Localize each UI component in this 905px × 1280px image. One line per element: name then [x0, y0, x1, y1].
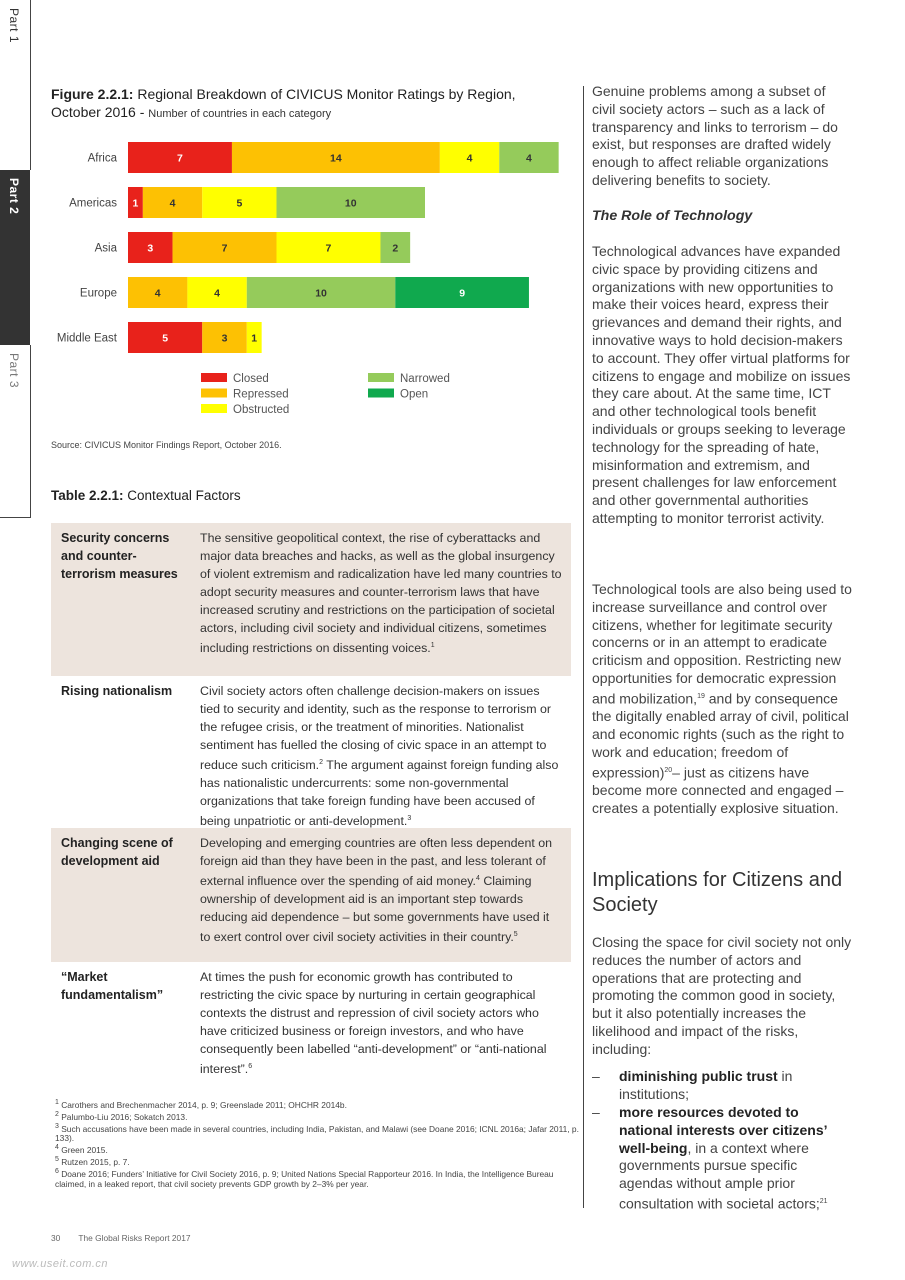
footnote: $^1$ Carothers and Brechenmacher 2014, p. 9; Greenslade 2011; OHCHR 2014b.	[55, 1099, 347, 1110]
legend-swatch	[201, 404, 227, 413]
data-label: 4	[169, 197, 176, 210]
data-label: 7	[177, 152, 183, 165]
table-row-key: Security concerns and counter-terrorism measures	[61, 531, 178, 581]
category-label: Asia	[94, 242, 117, 255]
data-label: 5	[236, 197, 243, 210]
data-label: 2	[392, 242, 399, 255]
section-heading-technology: The Role of Technology	[592, 208, 753, 224]
table-row-key: Changing scene of development aid	[61, 836, 173, 868]
stacked-bar-chart	[40, 135, 580, 425]
category-label: Americas	[69, 197, 117, 210]
paragraph: Technological tools are also being used to increase surveillance and control over citizens, whether for legitimate security concerns or in an attempt to eradicate criticism and opposition. Restricting new opportunities for democratic expression and mobilization,$^{19}$ and by consequence the digitally enabled array of civil, political and economic rights (such as the right to work and education; freedom of expression)$^{20}$– just as citizens have become more connected and engaged – creates a potentially explosive situation.	[592, 581, 852, 816]
tab-part-3[interactable]	[0, 345, 31, 518]
tab-part-2-label: Part 2	[7, 178, 21, 215]
table-row-key: “Market fundamentalism”	[61, 970, 164, 1002]
footnote: $^3$ Such accusations have been made in several countries, including India, Pakistan, and Malawi (see Doane 2016; ICNL 2016a; Jafar 2011, p. 133).	[55, 1122, 579, 1144]
paragraph: Closing the space for civil society not only reduces the number of actors and operations that are protecting and promoting the common good in society, but it also potentially increases the likelihood and impact of the risks, including:	[592, 934, 852, 1057]
data-label: 3	[221, 332, 228, 345]
legend-swatch	[201, 389, 227, 398]
legend-swatch	[368, 373, 394, 382]
legend-label: Repressed	[233, 388, 289, 401]
figure-source: Source: CIVICUS Monitor Findings Report, October 2016.	[51, 440, 282, 450]
figure-title-dash: -	[135, 104, 149, 120]
figure-title-main: Regional Breakdown of CIVICUS Monitor Ratings by Region, October 2016	[51, 86, 516, 120]
data-label: 4	[154, 287, 161, 300]
footnote: $^2$ Palumbo-Liu 2016; Sokatch 2013.	[55, 1110, 188, 1122]
table-row-key: Rising nationalism	[61, 684, 173, 698]
legend-label: Closed	[233, 373, 269, 385]
legend-label: Narrowed	[400, 373, 450, 385]
tab-part-3-label: Part 3	[7, 353, 21, 389]
data-label: 9	[459, 287, 466, 300]
category-label: Africa	[87, 152, 117, 165]
data-label: 7	[221, 242, 228, 255]
figure-subtitle: Number of countries in each category	[148, 108, 332, 120]
section-heading-implications: Implications for Citizens and Society	[592, 869, 843, 916]
category-label: Middle East	[56, 332, 117, 345]
table-row-text: Developing and emerging countries are often less dependent on foreign aid than they have been in the past, and less tolerant of external influence over the spending of aid money.$^4$ Claiming ownership of development aid is an important step towards reducing aid dependence – but some governments have used it to exert control over civil society activities in their country.$^5$	[200, 836, 552, 945]
table-row-text: Civil society actors often challenge decision-makers on issues tied to security and identity, such as the response to terrorism or the refugee crisis, or the treatment of minorities. Nationalist sentiment has fuelled the closing of civic space in an attempt to reduce such criticism.$^2$ The argument against foreign funding also has nationalistic undercurrents: some non-governmental organizations that take foreign funding have been accused of being unpatriotic or anti-development.$^3$	[200, 684, 559, 829]
tab-part-1-label: Part 1	[7, 8, 21, 44]
footnote: $^4$ Green 2015.	[55, 1144, 108, 1156]
table-row-nationalism	[51, 676, 571, 828]
data-label: 1	[251, 332, 258, 345]
watermark: www.useit.com.cn	[12, 1258, 109, 1270]
footnotes	[55, 1098, 580, 1189]
figure-title	[51, 85, 551, 123]
page-footer	[51, 1233, 191, 1243]
data-label: 14	[330, 152, 342, 165]
report-name: The Global Risks Report 2017	[78, 1233, 191, 1243]
data-label: 10	[344, 197, 357, 210]
table-row-text: At times the push for economic growth has contributed to restricting the civic space by nurturing in certain geographical contexts the distrust and repression of civil society actors who have criticized business or foreign investors, and who have consequently been labelled “anti-development” or “anti-national interest”.$^6$	[200, 970, 547, 1077]
tab-part-1[interactable]	[0, 0, 31, 170]
table-row-text: The sensitive geopolitical context, the rise of cyberattacks and major data breaches and hacks, as well as the global insurgency of violent extremism and radicalization have led many countries to adopt security measures and counter-terrorism laws that have increased scrutiny and restrictions on the participation of societal actors, including civil society and individual citizens, sometimes including restrictions on dissenting voices.$^1$	[200, 531, 562, 656]
figure-label: Figure 2.2.1:	[51, 86, 134, 102]
data-label: 7	[325, 242, 332, 255]
table-title	[51, 488, 241, 503]
data-label: 4	[214, 287, 221, 300]
footnote: $^5$ Rutzen 2015, p. 7.	[55, 1156, 130, 1167]
data-label: 3	[147, 242, 154, 255]
legend-label: Obstructed	[233, 404, 290, 416]
footnote: $^6$ Doane 2016; Funders’ Initiative for Civil Society 2016, p. 9; United Nations Special Rapporteur 2016. In India, the Intelligence Bureau claimed, in a leaked report, that civil society prevents GDP growth by 2–3% per year.	[55, 1167, 554, 1189]
bullet-dash: –	[592, 1068, 600, 1084]
paragraph: Genuine problems among a subset of civil society actors – such as a lack of transparency and links to terrorism – do exist, but responses are drafted widely enough to affect reliable organizations delivering benefits to society.	[592, 83, 838, 188]
paragraph: Technological advances have expanded civic space by providing citizens and organizations with new opportunities to make their voices heard, express their grievances and demand their rights, and innovative ways to hold decision-makers to account. They offer virtual platforms for citizens to engage and mobilize on issues they care about. At the same time, ICT and other technological tools benefit individuals or groups seeking to leverage technology for the spreading of hate, misinformation and extremism, and present challenges for law enforcement and other governmental authorities attempting to monitor terrorist activity.	[592, 243, 851, 526]
data-label: 4	[526, 152, 532, 165]
data-label: 4	[466, 152, 473, 165]
table-row-security	[51, 523, 571, 676]
page-number: 30	[51, 1233, 61, 1243]
legend-label: Open	[400, 388, 429, 401]
table-title-text: Contextual Factors	[127, 488, 241, 503]
legend-swatch	[368, 389, 394, 398]
tab-part-2[interactable]	[0, 170, 30, 345]
data-label: 1	[132, 197, 139, 210]
legend-swatch	[201, 373, 227, 382]
data-label: 10	[315, 287, 327, 300]
category-label: Europe	[79, 287, 117, 300]
bullet-dash: –	[592, 1104, 600, 1120]
column-divider	[583, 86, 584, 1208]
table-label: Table 2.2.1:	[51, 488, 124, 503]
data-label: 5	[162, 332, 169, 345]
table-row-market-fundamentalism	[51, 962, 571, 1077]
table-row-development-aid	[51, 828, 571, 962]
